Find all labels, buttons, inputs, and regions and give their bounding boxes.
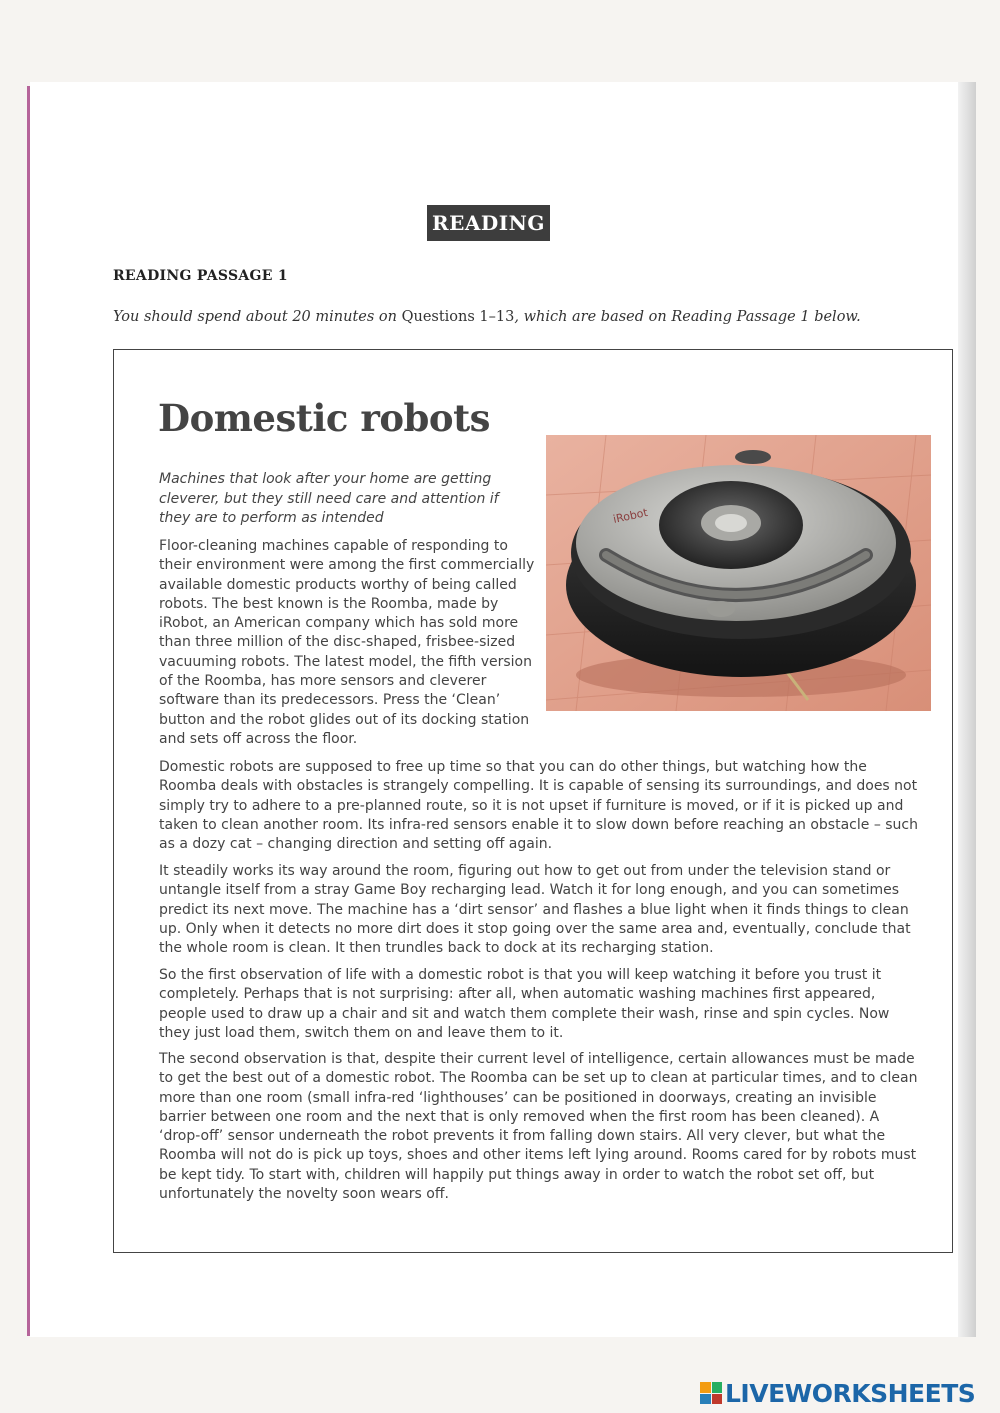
article-lead: Machines that look after your home are getting cleverer, but they still need care and attention if they are to perform as intended xyxy=(159,471,499,526)
article-paragraph-4: So the first observation of life with a domestic robot is that you will keep watching it before you trust it completely. Perhaps that is not surprising: after all, when automatic washing machines first appeared, people used to draw up a chair and sit and watch them complete their wash, rinse and spin cycles. Now they just load them, switch them on and leave them to it. xyxy=(159,967,890,1041)
article-title: Domestic robots xyxy=(158,396,490,440)
section-badge: READING xyxy=(427,205,550,241)
article-paragraph-1: Floor-cleaning machines capable of responding to their environment were among the first commercially available domestic products worthy of being called robots. The best known is the Roomba, made by iRobot, an American company which has sold more than three million of the disc-shaped, frisbee-sized vacuuming robots. The latest model, the fifth version of the Roomba, has more sensors and cleverer software than its predecessors. Press the ‘Clean’ button and the robot glides out of its docking station and sets off across the floor. xyxy=(159,538,535,747)
roomba-photo xyxy=(546,435,931,711)
liveworksheets-wordmark: LIVEWORKSHEETS xyxy=(725,1378,976,1408)
article-paragraph-3: It steadily works its way around the room, figuring out how to get out from under the television stand or untangle itself from a stray Game Boy recharging lead. Watch it for long enough, and you can sometimes predict its next move. The machine has a ‘dirt sensor’ and flashes a blue light when it finds things to clean up. Only when it detects no more dirt does it stop going over the same area and, eventually, conclude that the whole room is clean. It then trundles back to dock at its recharging station. xyxy=(159,863,911,957)
instruction-post: , which are based on Reading Passage 1 below. xyxy=(514,309,861,325)
roomba-logo: iRobot xyxy=(611,505,649,526)
liveworksheets-logo-icon xyxy=(700,1382,722,1404)
instruction-text xyxy=(113,309,861,325)
page-edge-shadow xyxy=(958,82,976,1337)
liveworksheets-brand[interactable] xyxy=(700,1378,975,1408)
page-margin-rule xyxy=(27,86,30,1336)
passage-label: READING PASSAGE 1 xyxy=(113,268,288,284)
article-paragraph-2: Domestic robots are supposed to free up time so that you can do other things, but watching how the Roomba deals with obstacles is strangely compelling. It is capable of sensing its surroundings, and does not simply try to adhere to a pre-planned route, so it is not upset if furniture is moved, or if it is picked up and taken to clean another room. Its infra-red sensors enable it to slow down before reaching an obstacle – such as a dozy cat – changing direction and setting off again. xyxy=(159,759,919,853)
article-paragraph-5: The second observation is that, despite their current level of intelligence, certain allowances must be made to get the best out of a domestic robot. The Roomba can be set up to clean at particular times, and to clean more than one room (small infra-red ‘lighthouses’ can be positioned in doorways, creating an invisible barrier between one room and the next that is only removed when the first room has been cleaned). A ‘drop-off’ sensor underneath the robot prevents it from falling down stairs. All very clever, but what the Roomba will not do is pick up toys, shoes and other items left lying around. Rooms cared for by robots must be kept tidy. To start with, children will happily put things away in order to watch the robot set off, but unfortunately the novelty soon wears off. xyxy=(159,1051,918,1203)
instruction-pre: You should spend about 20 minutes on xyxy=(113,309,402,325)
instruction-questions: Questions 1–13 xyxy=(401,309,515,325)
